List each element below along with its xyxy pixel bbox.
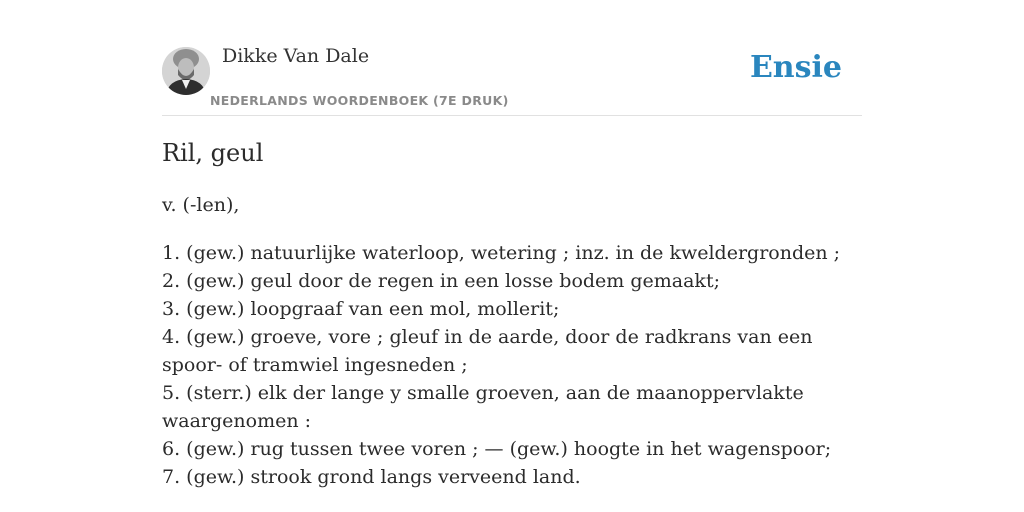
source-label[interactable]: NEDERLANDS WOORDENBOEK (7E DRUK): [210, 93, 509, 108]
definition-item: 3. (gew.) loopgraaf van een mol, mollerit;: [162, 298, 560, 320]
definition-item: 4. (gew.) groeve, vore ; gleuf in de aarde, door de radkrans van een spoor- of tramwiel ingesneden ;: [162, 326, 813, 376]
grammar-info: v. (-len),: [162, 194, 240, 216]
definition-item: 6. (gew.) rug tussen twee voren ; — (gew.) hoogte in het wagenspoor;: [162, 438, 832, 460]
entry-title: Ril, geul: [162, 139, 264, 167]
author-avatar[interactable]: [162, 47, 210, 95]
definition-list: [162, 239, 862, 491]
entry-card: [162, 0, 862, 512]
ensie-logo[interactable]: Ensie: [749, 50, 842, 85]
definition-item: 5. (sterr.) elk der lange y smalle groeven, aan de maanoppervlakte waargenomen :: [162, 382, 804, 432]
author-name[interactable]: Dikke Van Dale: [222, 45, 370, 67]
definition-item: 1. (gew.) natuurlijke waterloop, wetering ; inz. in de kweldergronden ;: [162, 242, 841, 264]
header-divider: [162, 115, 862, 116]
portrait-icon: [162, 47, 210, 95]
definition-item: 7. (gew.) strook grond langs verveend land.: [162, 466, 581, 488]
definition-item: 2. (gew.) geul door de regen in een losse bodem gemaakt;: [162, 270, 720, 292]
